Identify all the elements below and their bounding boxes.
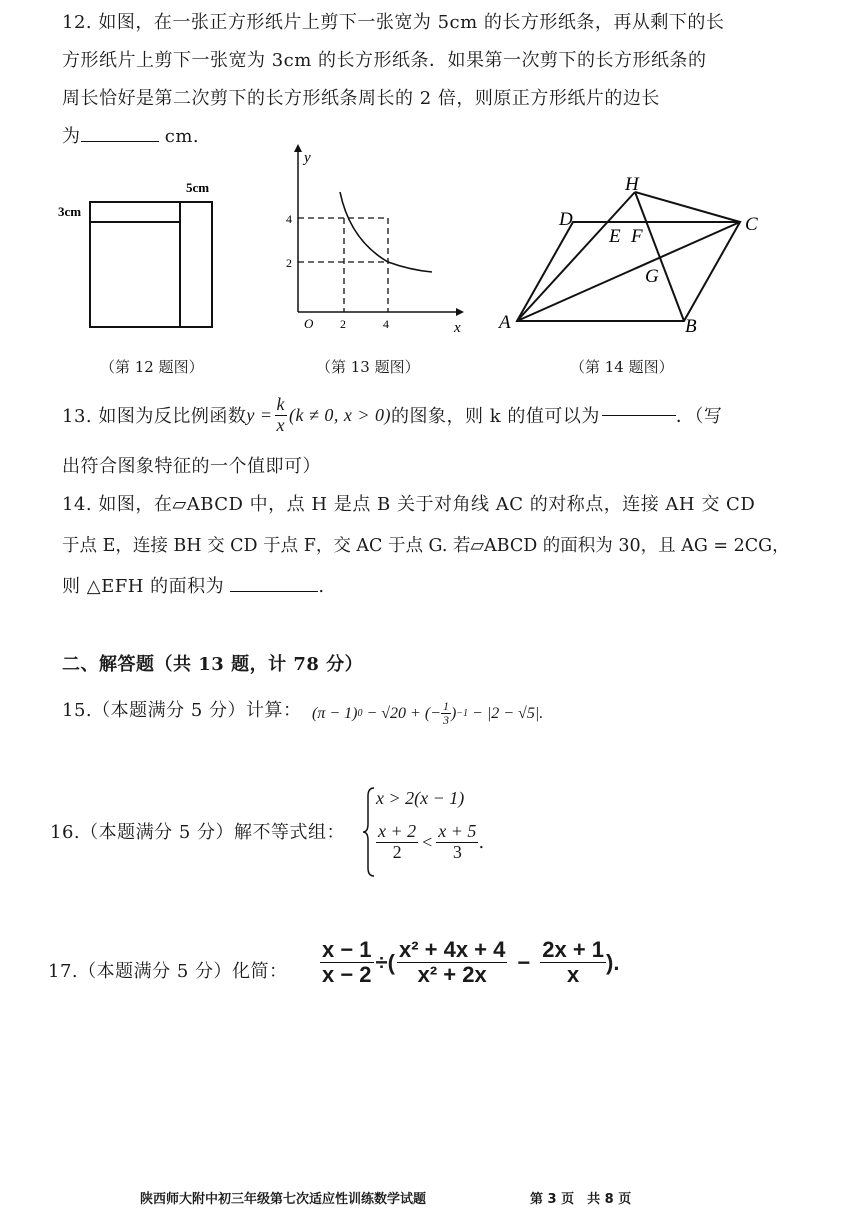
q15-fraction [441, 700, 451, 727]
tick-y-4: 4 [286, 212, 292, 226]
q16-system [362, 786, 502, 878]
segment-AH [517, 192, 635, 321]
q16-inequality-2 [376, 822, 484, 863]
q12-line-1: 12. 如图，在一张正方形纸片上剪下一张宽为 5cm 的长方形纸条，再从剩下的长 [62, 12, 725, 33]
tick-x-2: 2 [340, 317, 346, 331]
q12-line-2: 方形纸片上剪下一张宽为 3cm 的长方形纸条．如果第一次剪下的长方形纸条的 [62, 50, 707, 71]
segment-BH [635, 192, 684, 321]
q17-fraction-2 [397, 938, 507, 987]
q13-text: 的图象，则 k 的值可以为 [391, 406, 600, 428]
figure-13 [270, 140, 470, 340]
q12-line-3: 周长恰好是第二次剪下的长方形纸条周长的 2 倍，则原正方形纸片的边长 [62, 88, 660, 109]
y-axis-arrow [294, 144, 302, 152]
q12-line-4 [62, 122, 199, 148]
q15-close-paren: ) [450, 704, 457, 722]
q16-fraction-2-num: x + 5 [438, 821, 477, 841]
q17-divide: ÷( [375, 949, 395, 975]
q14-answer-blank[interactable] [230, 590, 318, 592]
q12-prefix: 为 [62, 126, 81, 147]
q17-end: ). [606, 949, 620, 975]
q13-line-1 [62, 395, 722, 436]
q15-fraction-den: 3 [442, 713, 449, 728]
point-A: A [499, 312, 511, 333]
hyperbola-curve [340, 192, 432, 272]
q17-fraction-3 [540, 938, 606, 987]
q13-answer-blank[interactable] [602, 414, 676, 416]
q13-fraction-den: x [276, 414, 285, 435]
q17-expression [320, 938, 619, 987]
footer-title: 陕西师大附中初三年级第七次适应性训练数学试题 [140, 1192, 427, 1207]
q17-fraction-2-den: x² + 2x [417, 962, 487, 988]
q15-exponent-neg1: −1 [456, 708, 469, 720]
q14-prefix: 则 △EFH 的面积为 [62, 576, 225, 597]
q12-answer-blank[interactable] [81, 140, 159, 142]
x-axis-arrow [456, 308, 464, 316]
point-B: B [685, 316, 697, 337]
q17-fraction-2-num: x² + 4x + 4 [398, 937, 506, 962]
q17-fraction-3-den: x [567, 962, 580, 988]
q15-term-1: (π − 1) [312, 704, 358, 722]
q17-minus: − [517, 949, 531, 975]
point-F: F [631, 226, 643, 247]
q17-label: 17.（本题满分 5 分）化简： [48, 961, 288, 982]
q15-label: 15.（本题满分 5 分）计算： [62, 700, 302, 721]
q16-fraction-2 [436, 822, 478, 863]
q16-label: 16.（本题满分 5 分）解不等式组： [50, 822, 346, 843]
q17-fraction-1-den: x − 2 [322, 962, 372, 988]
q15-exponent-0: 0 [357, 708, 363, 720]
tick-y-2: 2 [286, 256, 292, 270]
q16-fraction-1-num: x + 2 [378, 821, 417, 841]
q16-inequality-1: x > 2(x − 1) [376, 788, 465, 808]
q13-fraction-num: k [276, 394, 285, 414]
q17-fraction-1-num: x − 1 [322, 937, 372, 962]
footer-page-number: 第 3 页 共 8 页 [530, 1192, 632, 1207]
section-2-heading: 二、解答题（共 13 题，计 78 分） [62, 654, 364, 675]
q17-fraction-1 [320, 938, 374, 987]
caption-13: （第 13 题图） [316, 358, 420, 376]
y-axis-label: y [304, 150, 311, 166]
origin-label: O [304, 316, 314, 331]
q16-brace [362, 786, 376, 878]
caption-14: （第 14 题图） [570, 358, 674, 376]
q15-expression [312, 700, 543, 727]
label-3cm: 3cm [58, 204, 82, 219]
q16-fraction-2-den: 3 [452, 841, 462, 862]
q13-tail: ．（写 [675, 406, 723, 428]
q13-fraction [275, 395, 288, 436]
q14-period: . [318, 576, 325, 597]
q14-line-3 [62, 572, 325, 598]
figure-14 [495, 170, 775, 340]
figure-12 [50, 170, 230, 340]
q16-less-than: < [422, 831, 433, 852]
diagonal-AC [517, 222, 740, 321]
q14-line-1: 14. 如图，在▱ABCD 中，点 H 是点 B 关于对角线 AC 的对称点，连接 AH 交 CD [62, 494, 756, 515]
point-G: G [645, 266, 659, 287]
square-paper [90, 202, 212, 327]
point-C: C [745, 214, 758, 235]
q13-y-equals: y = [246, 404, 273, 425]
q13-prefix: 13. 如图为反比例函数 [62, 406, 247, 428]
q15-fraction-num: 1 [442, 699, 449, 713]
q12-unit: cm. [164, 126, 200, 147]
x-axis-label: x [454, 320, 461, 336]
q13-line-2: 出符合图象特征的一个值即可） [62, 456, 321, 477]
point-H: H [625, 174, 639, 195]
q16-fraction-1-den: 2 [392, 841, 402, 862]
q16-end-dot: . [478, 831, 485, 853]
label-5cm: 5cm [186, 180, 210, 195]
segment-HC [635, 192, 740, 222]
q15-term-2: − √20 + (− [362, 704, 441, 722]
q17-fraction-3-num: 2x + 1 [542, 937, 605, 962]
point-E: E [609, 226, 621, 247]
q13-condition: (k ≠ 0, x > 0) [289, 404, 391, 425]
tick-x-4: 4 [383, 317, 389, 331]
q16-fraction-1 [376, 822, 418, 863]
q15-term-3: − |2 − √5|. [468, 704, 544, 722]
caption-12: （第 12 题图） [100, 358, 204, 376]
q14-line-2: 于点 E，连接 BH 交 CD 于点 F，交 AC 于点 G. 若▱ABCD 的面积为 30，且 AG = 2CG， [62, 536, 790, 556]
point-D: D [559, 209, 573, 230]
